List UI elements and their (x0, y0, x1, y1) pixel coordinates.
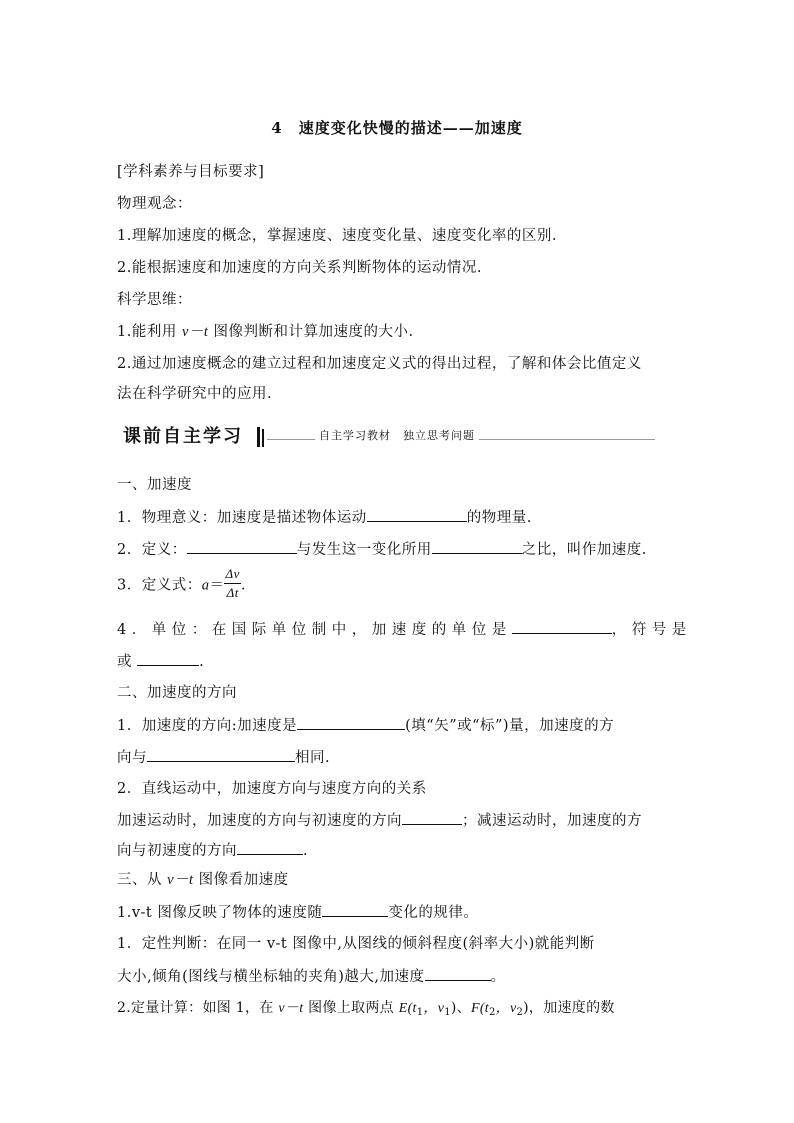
fill-blank[interactable] (322, 902, 388, 917)
definition-fraction (224, 565, 240, 602)
section2-item-2-line-1: 加速运动时，加速度的方向与初速度的方向 ；减速运动时，加速度的方 (117, 810, 642, 831)
concept-item-1: 1.理解加速度的概念，掌握速度、速度变化量、速度变化率的区别. (117, 228, 557, 244)
thinking-heading: 科学思维： (117, 292, 192, 308)
banner-subtitle: 自主学习教材 独立思考问题 (315, 427, 479, 443)
section1-item-1: 1．物理意义：加速度是描述物体运动 的物理量. (117, 507, 532, 528)
fill-blank[interactable] (402, 810, 462, 825)
section2-item-2: 2．直线运动中，加速度方向与速度方向的关系 (117, 781, 427, 797)
section1-item-4-line-2: 或 . (117, 651, 204, 672)
fill-blank[interactable] (237, 840, 303, 855)
fill-blank[interactable] (432, 539, 522, 554)
banner-divider (257, 427, 260, 447)
fraction-numerator: Δv (224, 565, 240, 584)
section3-item-3: 2.定量计算：如图 1，在 v－t 图像上取两点 $E(t_1$，$v_1$)、$F(t_2$，$v_2$)，加速度的数 (117, 1000, 615, 1018)
fraction-denominator: Δt (226, 585, 239, 600)
fill-blank[interactable] (147, 747, 295, 762)
section3-item-2-line-1: 1．定性判断：在同一 v-t 图像中,从图线的倾斜程度(斜率大小)就能判断 (117, 936, 595, 952)
fill-blank[interactable] (425, 966, 491, 981)
section-banner (117, 425, 657, 449)
section2-item-1-line-2: 向与 相同. (117, 747, 330, 768)
section1-heading: 一、加速度 (117, 477, 192, 493)
section1-item-3: 3．定义式：a＝ $\frac{\Delta v}{\Delta t}$ . (117, 566, 246, 600)
section3-heading: 三、从 v－t 图像看加速度 (117, 872, 289, 888)
concept-item-2: 2.能根据速度和加速度的方向关系判断物体的运动情况. (117, 260, 482, 276)
thinking-item-1: 1.能利用 v－t 图像判断和计算加速度的大小. (117, 324, 414, 340)
section2-item-1-line-1: 1．加速度的方向:加速度是 (填“矢”或“标”)量，加速度的方 (117, 715, 614, 736)
fill-blank[interactable] (137, 651, 199, 666)
page-title: 4 速度变化快慢的描述——加速度 (271, 119, 523, 137)
section1-item-2: 2．定义： 与发生这一变化所用 之比，叫作加速度. (117, 539, 647, 560)
banner-label: 课前自主学习 (123, 426, 243, 447)
thinking-item-2-line-1: 2.通过加速度概念的建立过程和加速度定义式的得出过程，了解和体会比值定义 (117, 356, 642, 372)
concept-heading: 物理观念： (117, 196, 192, 212)
section2-heading: 二、加速度的方向 (117, 685, 237, 701)
fill-blank[interactable] (512, 619, 612, 634)
thinking-item-2-line-2: 法在科学研究中的应用. (117, 386, 273, 402)
section3-item-1: 1.v-t 图像反映了物体的速度随 变化的规律。 (117, 902, 478, 923)
section2-item-2-line-2: 向与初速度的方向 . (117, 840, 308, 861)
objectives-header: [学科素养与目标要求] (117, 164, 265, 180)
section1-item-4-line-1: 4．单位：在国际单位制中，加速度的单位是 ，符号是 (117, 619, 692, 640)
fill-blank[interactable] (367, 507, 467, 522)
banner-divider-thin (262, 429, 264, 447)
fill-blank[interactable] (187, 539, 297, 554)
section3-item-2-line-2: 大小,倾角(图线与横坐标轴的夹角)越大,加速度 。 (117, 966, 506, 987)
fill-blank[interactable] (297, 715, 405, 730)
